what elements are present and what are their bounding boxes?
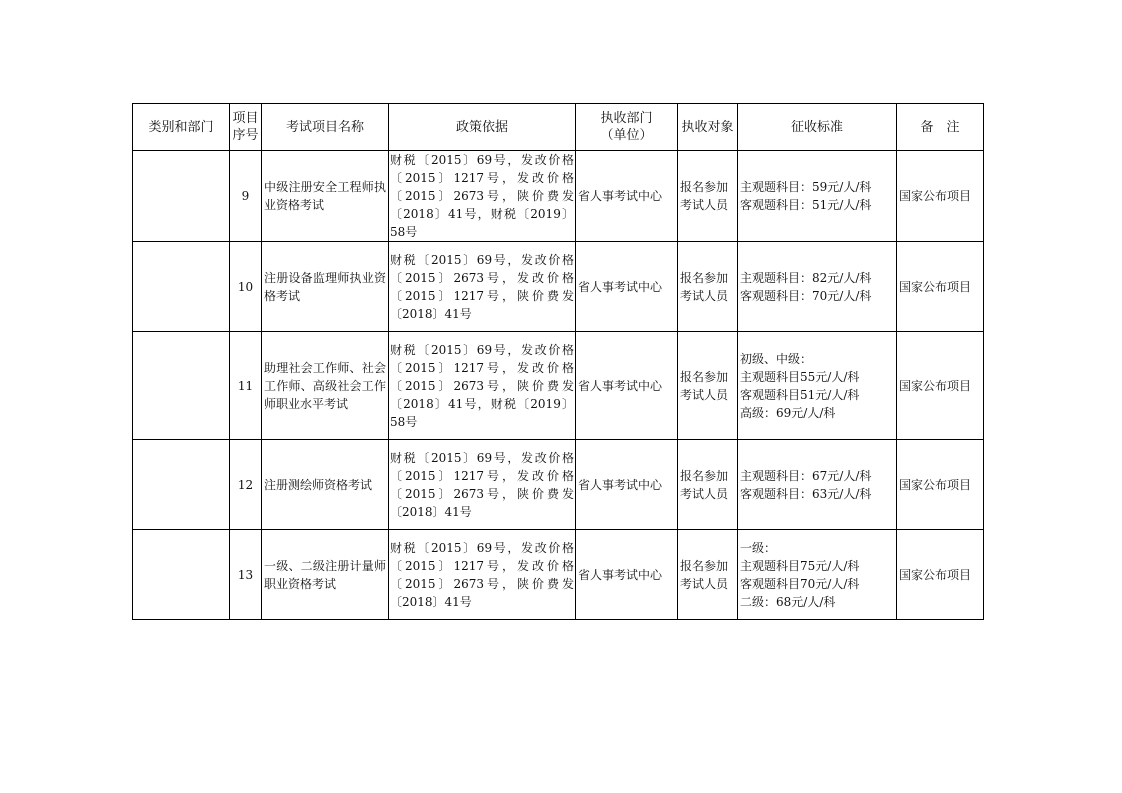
cell-name: 中级注册安全工程师执业资格考试 <box>262 151 389 242</box>
cell-category <box>133 530 230 620</box>
table-row <box>133 440 984 530</box>
cell-target: 报名参加考试人员 <box>678 151 738 242</box>
cell-dept: 省人事考试中心 <box>576 440 678 530</box>
cell-name: 助理社会工作师、社会工作师、高级社会工作师职业水平考试 <box>262 332 389 440</box>
cell-target: 报名参加考试人员 <box>678 242 738 332</box>
header-category: 类别和部门 <box>133 104 230 151</box>
cell-policy: 财税〔2015〕69号，发改价格〔2015〕2673号，发改价格〔2015〕1217号，陕价费发〔2018〕41号 <box>389 242 576 332</box>
cell-standard: 主观题科目：67元/人/科 客观题科目：63元/人/科 <box>738 440 897 530</box>
cell-note: 国家公布项目 <box>897 242 984 332</box>
cell-name: 注册测绘师资格考试 <box>262 440 389 530</box>
cell-seq: 9 <box>230 151 262 242</box>
table-row <box>133 242 984 332</box>
cell-seq: 13 <box>230 530 262 620</box>
header-standard: 征收标准 <box>738 104 897 151</box>
fee-standards-table <box>132 103 984 620</box>
header-target: 执收对象 <box>678 104 738 151</box>
header-name: 考试项目名称 <box>262 104 389 151</box>
cell-seq: 12 <box>230 440 262 530</box>
cell-target: 报名参加考试人员 <box>678 332 738 440</box>
cell-note: 国家公布项目 <box>897 151 984 242</box>
cell-seq: 10 <box>230 242 262 332</box>
cell-category <box>133 332 230 440</box>
cell-policy: 财税〔2015〕69号，发改价格〔2015〕1217号，发改价格〔2015〕2673号，陕价费发〔2018〕41号 <box>389 530 576 620</box>
cell-note: 国家公布项目 <box>897 530 984 620</box>
cell-dept: 省人事考试中心 <box>576 530 678 620</box>
cell-category <box>133 440 230 530</box>
cell-target: 报名参加考试人员 <box>678 530 738 620</box>
cell-policy: 财税〔2015〕69号，发改价格〔2015〕1217号，发改价格〔2015〕2673号，陕价费发〔2018〕41号，财税〔2019〕58号 <box>389 151 576 242</box>
cell-note: 国家公布项目 <box>897 440 984 530</box>
cell-standard: 主观题科目：59元/人/科 客观题科目：51元/人/科 <box>738 151 897 242</box>
cell-name: 注册设备监理师执业资格考试 <box>262 242 389 332</box>
header-seq: 项目 序号 <box>230 104 262 151</box>
cell-target: 报名参加考试人员 <box>678 440 738 530</box>
cell-category <box>133 242 230 332</box>
table-header-row <box>133 104 984 151</box>
cell-standard: 主观题科目：82元/人/科 客观题科目：70元/人/科 <box>738 242 897 332</box>
cell-note: 国家公布项目 <box>897 332 984 440</box>
table-row <box>133 332 984 440</box>
cell-category <box>133 151 230 242</box>
cell-standard: 初级、中级： 主观题科目55元/人/科 客观题科目51元/人/科 高级：69元/人/科 <box>738 332 897 440</box>
table-row <box>133 530 984 620</box>
cell-policy: 财税〔2015〕69号，发改价格〔2015〕1217号，发改价格〔2015〕2673号，陕价费发〔2018〕41号 <box>389 440 576 530</box>
header-dept: 执收部门 （单位） <box>576 104 678 151</box>
cell-dept: 省人事考试中心 <box>576 242 678 332</box>
header-note: 备 注 <box>897 104 984 151</box>
cell-seq: 11 <box>230 332 262 440</box>
cell-dept: 省人事考试中心 <box>576 332 678 440</box>
header-policy: 政策依据 <box>389 104 576 151</box>
table-row <box>133 151 984 242</box>
cell-policy: 财税〔2015〕69号，发改价格〔2015〕1217号，发改价格〔2015〕2673号，陕价费发〔2018〕41号，财税〔2019〕58号 <box>389 332 576 440</box>
cell-standard: 一级： 主观题科目75元/人/科 客观题科目70元/人/科 二级：68元/人/科 <box>738 530 897 620</box>
cell-dept: 省人事考试中心 <box>576 151 678 242</box>
cell-name: 一级、二级注册计量师职业资格考试 <box>262 530 389 620</box>
